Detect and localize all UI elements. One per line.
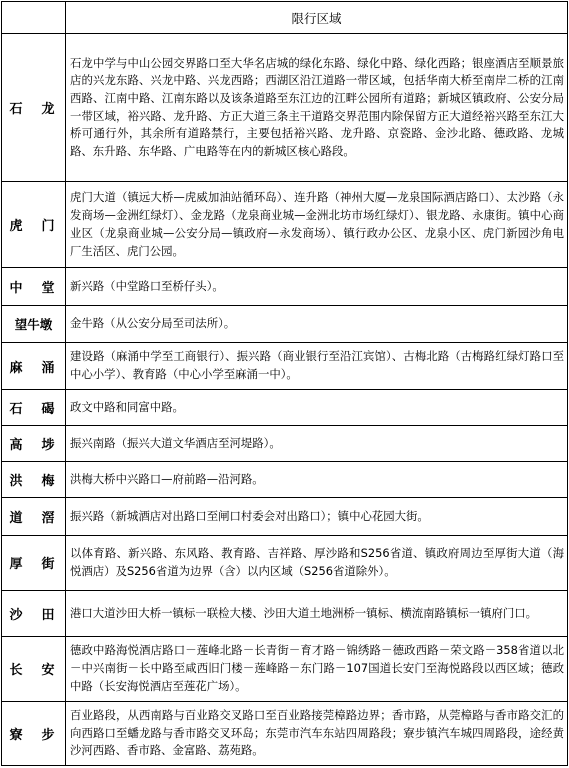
restriction-table xyxy=(1,1,568,766)
header-restricted-area: 限行区域 xyxy=(66,2,568,34)
table-row xyxy=(2,305,568,342)
table-row xyxy=(2,182,568,268)
town-cell: 高 埗 xyxy=(2,425,66,461)
area-cell: 百业路段，从西南路与百业路交叉路口至百业路接莞樟路边界；香市路，从莞樟路与香市路交汇的向西路口至蟠龙路与香市路交叉环岛；东莞市汽车东站四周路段；寮步镇汽车城四周路段，途经黄沙河西路、香市路、金富路、荔苑路。 xyxy=(66,702,568,766)
table-row xyxy=(2,268,568,305)
table-row xyxy=(2,390,568,425)
town-cell: 望牛墩 xyxy=(2,305,66,342)
area-cell: 石龙中学与中山公园交界路口至大华名店城的绿化东路、绿化中路、绿化西路；银座酒店至顺景旅店的兴龙东路、兴龙中路、兴龙西路；西湖区沿江道路一带区域，包括华南大桥至南岸二桥的江南西路、江南中路、江南东路以及该条道路至东江边的江畔公园所有道路；新城区镇政府、公安分局一带区域，裕兴路、龙升路、方正大道三条主干道路交界范围内除保留方正大道经裕兴路至东江大桥可通行外，其余所有道路禁行，主要包括裕兴路、龙升路、京瓷路、金沙北路、德政路、龙城路、东升路、东华路、广电路等在内的新城区核心路段。 xyxy=(66,34,568,182)
town-cell: 长 安 xyxy=(2,636,66,702)
area-cell: 政文中路和同富中路。 xyxy=(66,390,568,425)
table-row xyxy=(2,535,568,591)
town-cell: 道 滘 xyxy=(2,498,66,535)
area-cell: 以体育路、新兴路、东风路、教育路、吉祥路、厚沙路和S256省道、镇政府周边至厚街大道（海悦酒店）及S256省道为边界（含）以内区域（S256省道除外）。 xyxy=(66,535,568,591)
town-cell: 寮 步 xyxy=(2,702,66,766)
town-cell: 中 堂 xyxy=(2,268,66,305)
town-cell: 沙 田 xyxy=(2,591,66,636)
area-cell: 虎门大道（镇远大桥—虎威加油站循环岛）、连升路（神州大厦—龙泉国际酒店路口）、太沙路（永发商场—金洲红绿灯）、金龙路（龙泉商业城—金洲北坊市场红绿灯）、银龙路、永康街。镇中心商业区（龙泉商业城—公安分局—镇政府—永发商场）、镇行政办公区、龙泉小区、虎门新园沙角电厂生活区、虎门公园。 xyxy=(66,182,568,268)
town-cell: 洪 梅 xyxy=(2,462,66,498)
table-row xyxy=(2,498,568,535)
town-cell: 石 龙 xyxy=(2,34,66,182)
area-cell: 洪梅大桥中兴路口—府前路—沿河路。 xyxy=(66,462,568,498)
area-cell: 德政中路海悦酒店路口－莲峰北路－长青街－育才路－锦绣路－德政西路－荣文路－358省道以北－中兴南街－长中路至咸西旧门楼－莲峰路－东门路－107国道长安门至海悦路段以西区域；德政中路（长安海悦酒店至莲花广场）。 xyxy=(66,636,568,702)
restriction-table-container xyxy=(1,1,567,766)
area-cell: 建设路（麻涌中学至工商银行）、振兴路（商业银行至沿江宾馆）、古梅北路（古梅路红绿灯路口至中心小学）、教育路（中心小学至麻涌一中）。 xyxy=(66,342,568,389)
area-cell: 港口大道沙田大桥一镇标一联检大楼、沙田大道土地洲桥一镇标、横流南路镇标一镇府门口。 xyxy=(66,591,568,636)
town-cell: 石 碣 xyxy=(2,390,66,425)
table-row xyxy=(2,342,568,389)
town-cell: 厚 街 xyxy=(2,535,66,591)
table-row xyxy=(2,591,568,636)
table-row xyxy=(2,462,568,498)
area-cell: 新兴路（中堂路口至桥仔头）。 xyxy=(66,268,568,305)
area-cell: 振兴路（新城酒店对出路口至闸口村委会对出路口）；镇中心花园大街。 xyxy=(66,498,568,535)
area-cell: 振兴南路（振兴大道文华酒店至河堤路）。 xyxy=(66,425,568,461)
table-row xyxy=(2,702,568,766)
area-cell: 金牛路（从公安分局至司法所）。 xyxy=(66,305,568,342)
table-header-row xyxy=(2,2,568,34)
header-town xyxy=(2,2,66,34)
table-row xyxy=(2,425,568,461)
town-cell: 麻 涌 xyxy=(2,342,66,389)
town-cell: 虎 门 xyxy=(2,182,66,268)
table-row xyxy=(2,34,568,182)
table-row xyxy=(2,636,568,702)
